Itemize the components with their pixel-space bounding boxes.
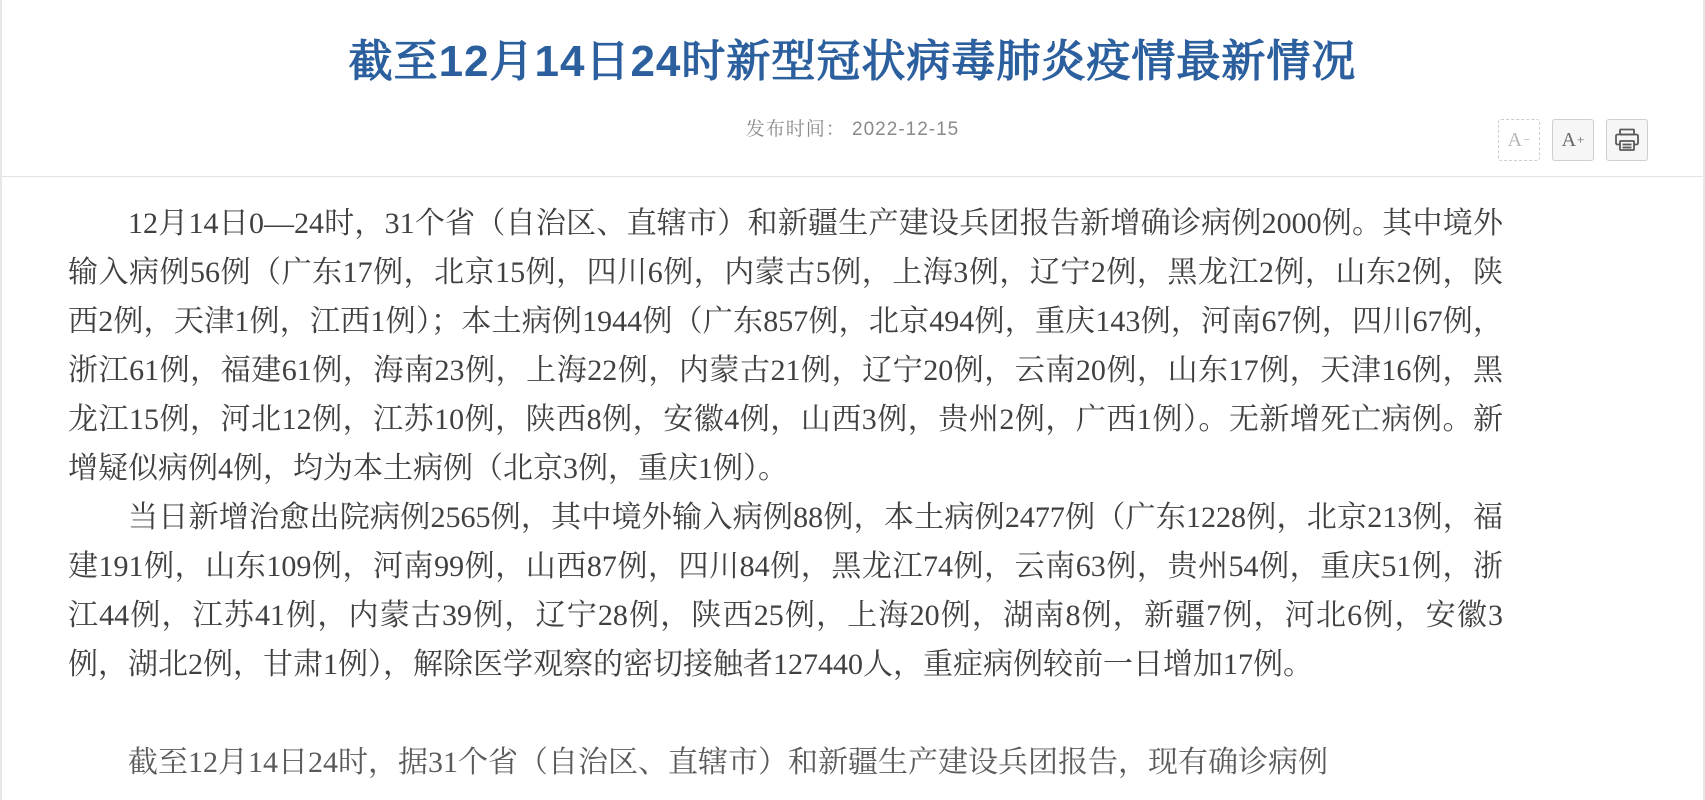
minus-sup: − (1523, 132, 1531, 147)
font-increase-button[interactable] (1552, 119, 1594, 161)
toolbar (1498, 119, 1648, 161)
font-increase-label: A (1561, 128, 1577, 151)
font-decrease-button[interactable] (1498, 119, 1540, 161)
paragraph-new-confirmed-cases: 12月14日0—24时，31个省（自治区、直辖市）和新疆生产建设兵团报告新增确诊病例2000例。其中境外输入病例56例（广东17例，北京15例，四川6例，内蒙古5例，上海3例，辽宁2例，黑龙江2例，山东2例，陕西2例，天津1例，江西1例）；本土病例1944例（广东857例，北京494例，重庆143例，河南67例，四川67例，浙江61例，福建61例，海南23例，上海22例，内蒙古21例，辽宁20例，云南20例，山东17例，天津16例，黑龙江15例，河北12例，江苏10例，陕西8例，安徽4例，山西3例，贵州2例，广西1例）。无新增死亡病例。新增疑似病例4例，均为本土病例（北京3例，重庆1例）。 (68, 207, 1503, 485)
page-title: 截至12月14日24时新型冠状病毒肺炎疫情最新情况 (348, 37, 1357, 86)
article-body (2, 177, 1703, 787)
print-button[interactable] (1606, 119, 1648, 161)
article-header (2, 0, 1703, 177)
publish-row (2, 114, 1703, 141)
plus-sup: + (1577, 132, 1585, 147)
publish-date: 2022-12-15 (852, 119, 960, 140)
paragraph-current-cases-clipped: 截至12月14日24时，据31个省（自治区、直辖市）和新疆生产建设兵团报告，现有确诊病例 (128, 746, 1328, 779)
printer-icon (1614, 128, 1640, 152)
font-decrease-label: A (1507, 128, 1523, 151)
paragraph-recovered-cases: 当日新增治愈出院病例2565例，其中境外输入病例88例，本土病例2477例（广东1228例，北京213例，福建191例，山东109例，河南99例，山西87例，四川84例，黑龙江74例，云南63例，贵州54例，重庆51例，浙江44例，江苏41例，内蒙古39例，辽宁28例，陕西25例，上海20例，湖南8例，新疆7例，河北6例，安徽3例，湖北2例，甘肃1例），解除医学观察的密切接触者127440人，重症病例较前一日增加17例。 (68, 501, 1503, 681)
publish-label: 发布时间： (745, 119, 846, 140)
